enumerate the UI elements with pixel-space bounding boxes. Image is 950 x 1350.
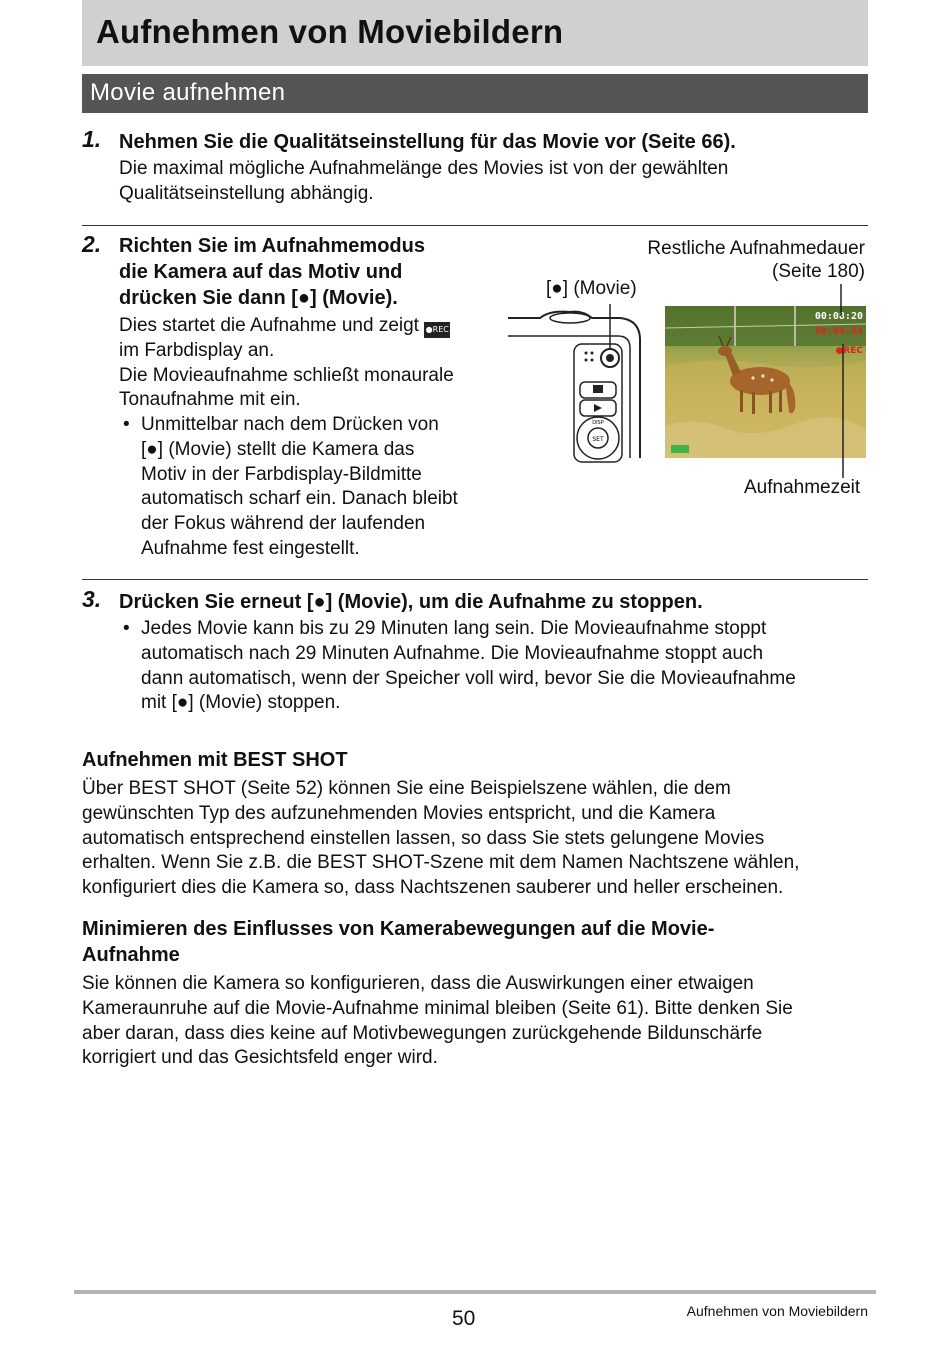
section-header-bar [82,74,868,113]
camera-illustration [500,296,660,466]
remaining-time-label-line: Restliche Aufnahmedauer [647,238,865,259]
remaining-time-readout: 00:08:20 [814,311,863,322]
bullet-marker: • [123,618,130,639]
rec-indicator: ●REC [835,346,863,356]
bullet-line: Motiv in der Farbdisplay-Bildmitte [141,463,422,485]
bullet-line: automatisch scharf ein. Danach bleibt [141,488,458,510]
movie-button-label: [●] (Movie) [546,278,637,299]
step-1-heading: Nehmen Sie die Qualitätseinstellung für das Movie vor (Seite 66). [119,131,736,153]
bullet-marker: • [123,414,130,435]
paragraph-line: automatisch entsprechend einstellen lassen, so dass Sie stets gelungene Movies [82,827,765,849]
bullet-line: Aufnahme fest eingestellt. [141,537,360,559]
step-1-body-line: Die maximal mögliche Aufnahmelänge des Movies ist von der gewählten [119,158,729,179]
bullet-line: Unmittelbar nach dem Drücken von [141,414,439,435]
step-2-heading [119,233,425,311]
set-button-label: SET [592,436,604,443]
step-3-number: 3. [82,586,102,612]
page-number: 50 [452,1307,476,1330]
elapsed-time-readout: 00:00:04 [814,326,863,337]
bullet-line: Jedes Movie kann bis zu 29 Minuten lang sein. Die Movieaufnahme stoppt [141,618,767,639]
best-shot-paragraph [82,777,799,901]
page-title-bar [82,0,868,68]
heading-line: Aufnahme [82,944,180,966]
paragraph-line: korrigiert und das Gesichtsfeld enger wird. [82,1047,438,1069]
heading-line: Minimieren des Einflusses von Kamerabewegungen auf die Movie- [82,918,715,940]
bullet-line: [●] (Movie) stellt die Kamera das [141,438,415,460]
step-divider [82,225,868,226]
disp-button-label: DISP [592,420,604,426]
step-2-body-line: Die Movieaufnahme schließt monaurale [119,364,454,386]
bullet-line: dann automatisch, wenn der Speicher voll wird, bevor Sie die Movieaufnahme [141,667,796,689]
bullet-line: der Fokus während der laufenden [141,513,426,535]
best-shot-heading: Aufnehmen mit BEST SHOT [82,749,348,771]
camera-shake-paragraph [82,972,793,1071]
bullet-line: mit [●] (Movie) stoppen. [141,692,341,714]
step-2-body-text: Dies startet die Aufnahme und zeigt [119,315,419,336]
paragraph-line: erhalten. Wenn Sie z.B. die BEST SHOT-Szene mit dem Namen Nachtszene wählen, [82,852,800,874]
callout-lines [835,284,847,478]
paragraph-line: gewünschten Typ des aufzunehmenden Movies entspricht, und die Kamera [82,802,716,824]
bullet-line: automatisch nach 29 Minuten Aufnahme. Die Movieaufnahme stoppt auch [141,642,764,664]
paragraph-line: Über BEST SHOT (Seite 52) können Sie eine Beispielszene wählen, die dem [82,778,731,799]
footer-rule [74,1290,876,1294]
step-1-body [119,157,728,207]
step-1-number: 1. [82,126,102,152]
remaining-time-label [647,237,865,283]
page-title: Aufnehmen von Moviebildern [96,13,564,50]
running-title: Aufnehmen von Moviebildern [686,1303,868,1319]
step-2-bullet [141,413,458,562]
step-2-body-line: im Farbdisplay an. [119,339,275,361]
step-2-heading-line: die Kamera auf das Motiv und [119,261,403,283]
step-2-heading-line: Richten Sie im Aufnahmemodus [119,235,425,257]
section-title: Movie aufnehmen [90,79,286,106]
paragraph-line: Sie können die Kamera so konfigurieren, dass die Auswirkungen einer etwaigen [82,973,754,994]
step-2-body-line: Tonaufnahme mit ein. [119,389,301,411]
paragraph-line: konfiguriert dies die Kamera so, dass Nachtszenen sauberer und heller erscheinen. [82,877,784,899]
camera-shake-heading [82,916,714,968]
battery-icon [671,445,689,453]
paragraph-line: Kameraunruhe auf die Movie-Aufnahme minimal bleiben (Seite 61). Bitte denken Sie [82,997,793,1019]
step-2-body-line [119,314,454,339]
step-2-body [119,314,454,413]
step-2-heading-line: drücken Sie dann [●] (Movie). [119,287,398,309]
step-3-heading: Drücken Sie erneut [●] (Movie), um die Aufnahme zu stoppen. [119,591,703,613]
recording-time-label: Aufnahmezeit [744,477,861,498]
rec-icon: ●REC [424,322,450,338]
step-2-number: 2. [82,231,102,257]
step-divider [82,579,868,580]
step-3-bullet [141,617,796,716]
remaining-time-label-line: (Seite 180) [772,261,865,282]
step-1-body-line: Qualitätseinstellung abhängig. [119,182,374,204]
paragraph-line: aber daran, dass dies keine auf Motivbewegungen zurückgehende Bildunschärfe [82,1022,763,1044]
